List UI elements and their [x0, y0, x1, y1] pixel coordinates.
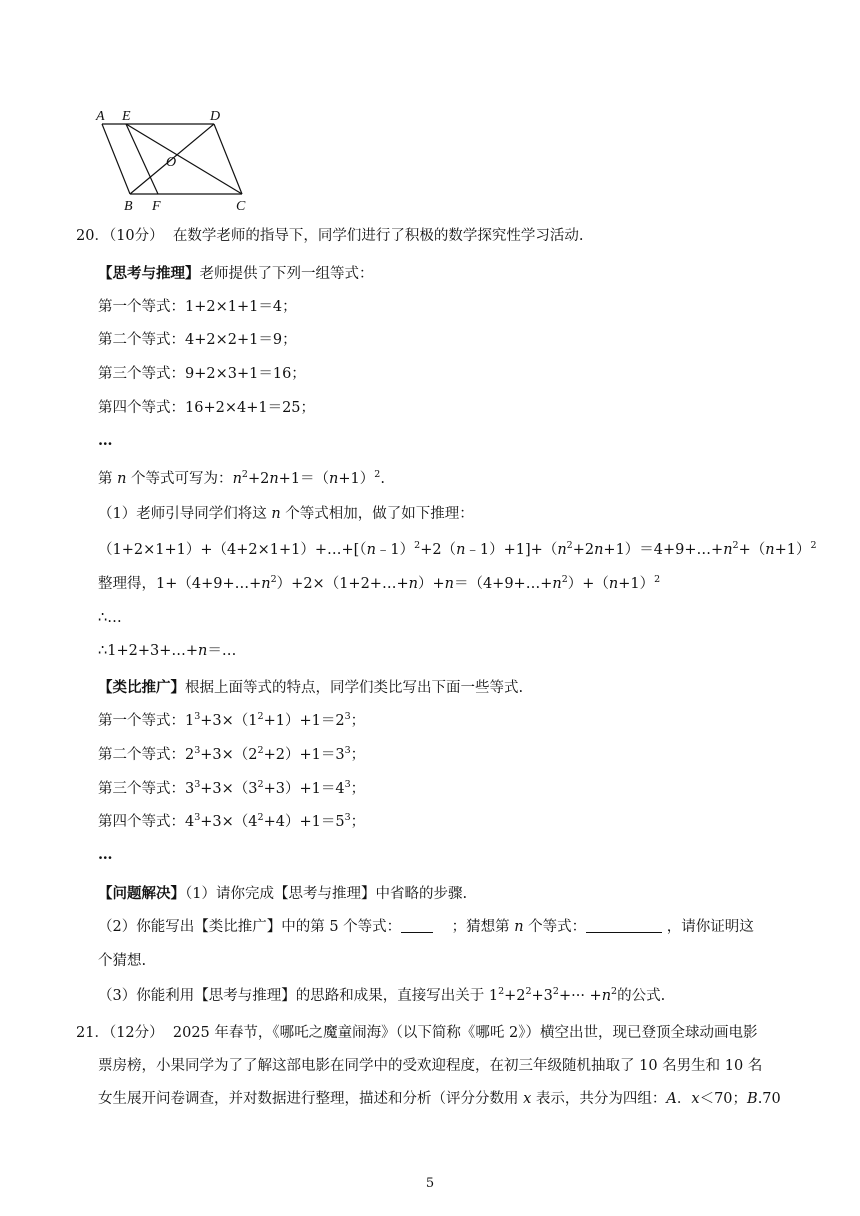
think-intro-line: 【思考与推理】老师提供了下列一组等式：: [98, 265, 374, 282]
think-heading: 【思考与推理】: [98, 265, 200, 282]
analog-equation-3: 第三个等式：$3^3+3\times(3^2+3)+1=4^3$；: [98, 779, 366, 797]
q21-score: （12分）: [108, 1025, 164, 1041]
step1-line: （1）老师引导同学们将这 n 个等式相加，做了如下推理：: [98, 506, 474, 522]
analog-equation-4: 第四个等式：$4^3+3\times(4^2+4)+1=5^3$；: [98, 812, 366, 830]
side-BA: [102, 124, 130, 194]
label-O: O: [166, 155, 177, 170]
answer-blank-nth-equation[interactable]: [586, 918, 662, 933]
solve-2-continued: 个猜想.: [98, 953, 147, 969]
analog-intro-line: 【类比推广】根据上面等式的特点，同学们类比写出下面一些等式.: [98, 679, 524, 696]
equation-3: 第三个等式：9+2×3+1＝16；: [98, 366, 306, 382]
equation-1: 第一个等式：1+2×1+1＝4；: [98, 299, 297, 315]
analog-equation-1: 第一个等式：$1^3+3\times(1^2+1)+1=2^3$；: [98, 711, 366, 729]
label-A: A: [96, 109, 105, 124]
solve-1-line: 【问题解决】（1）请你完成【思考与推理】中省略的步骤.: [98, 885, 468, 902]
ellipsis-2: …: [98, 846, 113, 863]
analog-heading: 【类比推广】: [98, 679, 185, 696]
ellipsis-1: …: [98, 432, 113, 449]
solve-heading: 【问题解决】: [98, 885, 185, 902]
solve-2-line: （2）你能写出【类比推广】中的第 5 个等式： ；猜想第 n 个等式： ，请你证明这: [98, 919, 754, 935]
label-C: C: [236, 199, 246, 214]
solve-3-line: （3）你能利用【思考与推理】的思路和成果，直接写出关于 $1^2+2^2+3^2+\cdot\cdot\cdot +n^2$的公式.: [98, 986, 666, 1004]
equation-4: 第四个等式：16+2×4+1＝25；: [98, 400, 316, 416]
q21-number: 21．: [76, 1025, 109, 1041]
q20-score: （10分）: [108, 228, 164, 244]
q21-line-2: 票房榜，小果同学为了了解这部电影在同学中的受欢迎程度，在初三年级随机抽取了 10 名男生和 10 名: [98, 1058, 763, 1074]
label-B: B: [124, 199, 133, 214]
label-D: D: [210, 109, 221, 124]
simplified-expression: 整理得，$1+(4+9+\dots+n^2)+2\times(1+2+\dots+n)+n=(4+9+\dots+n^2)+(n+1)^2$: [98, 574, 661, 592]
side-DC: [214, 124, 242, 194]
therefore-1: ∴…: [98, 610, 122, 626]
q20-number: 20．: [76, 228, 109, 244]
therefore-2: ∴1+2+3+…+n＝…: [98, 643, 237, 659]
q21-line-3: 女生展开问卷调查，并对数据进行整理，描述和分析（评分分数用 x 表示，共分为四组：A．x＜70；B.70: [98, 1091, 781, 1107]
equation-2: 第二个等式：4+2×2+1＝9；: [98, 332, 297, 348]
q21-line-1: 21．（12分） 2025 年春节，《哪吒之魔童闹海》（以下简称《哪吒 2》）横空出世，现已登顶全球动画电影: [76, 1025, 758, 1041]
q20-header: [76, 226, 583, 246]
label-E: E: [122, 109, 131, 124]
analog-equation-2: 第二个等式：$2^3+3\times(2^2+2)+1=3^3$；: [98, 745, 366, 763]
sum-expression: $(1+2\times 1+1)+(4+2\times 1+1)+\dots+[(n﹣1)^2+2(n﹣1)+1]+(n^2+2n+1)=4+9+\dots+n^2+(n+1)^2$: [98, 540, 817, 558]
q20-intro: 在数学老师的指导下，同学们进行了积极的数学探究性学习活动.: [172, 228, 584, 244]
nth-equation: 第 n 个等式可写为：$n^2+2n+1=(n+1)^2$.: [98, 469, 385, 487]
answer-blank-fifth-equation[interactable]: [401, 918, 433, 933]
parallelogram-figure: [92, 104, 272, 214]
label-F: F: [152, 199, 161, 214]
page-number: 5: [425, 1176, 435, 1191]
